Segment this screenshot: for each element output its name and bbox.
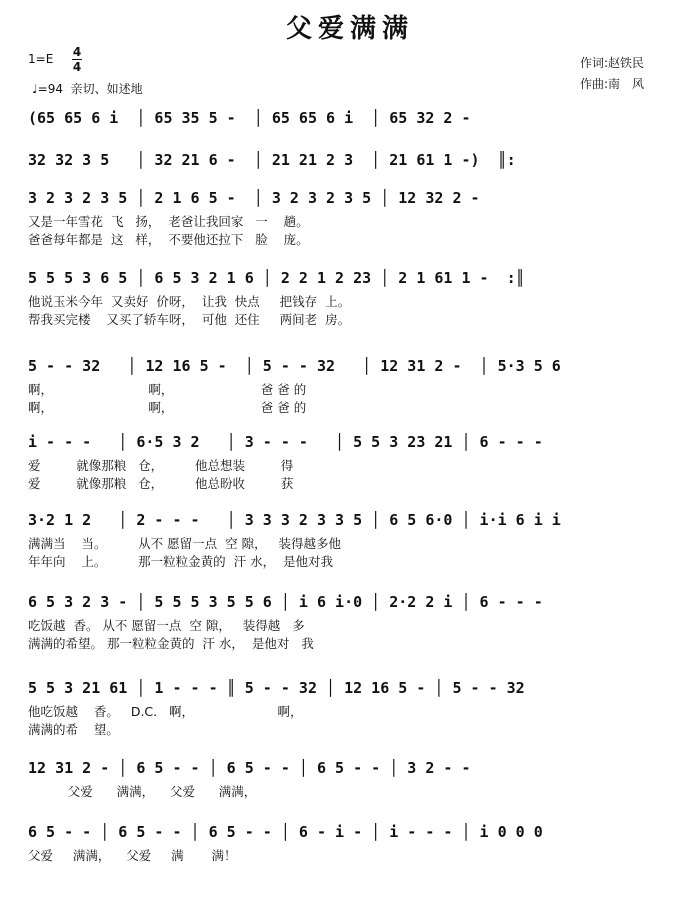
tempo-value: =94 [37, 82, 63, 96]
lyric-line: 爱 就像那粮 仓， 他总盼收 获 [28, 476, 294, 491]
notation-line: 12 31 2 - │ 6 5 - - │ 6 5 - - │ 6 5 - - │ 3 2 - - [28, 759, 471, 777]
lyricist-credit: 作词:赵铁民 [580, 56, 645, 70]
lyric-line: 帮我买完楼 又买了轿车呀， 可他 还住 两间老 房。 [28, 312, 351, 327]
notation-line: 6 5 - - │ 6 5 - - │ 6 5 - - │ 6 - i - │ i - - - │ i 0 0 0 [28, 823, 543, 841]
time-signature-bottom: 4 [72, 60, 82, 74]
notation-line: 6 5 3 2 3 - │ 5 5 5 3 5 5 6 │ i 6 i·0 │ 2·2 2 i │ 6 - - - [28, 593, 543, 611]
lyric-line: 年年向 上。 那一粒粒金黄的 汗 水， 是他对我 [28, 554, 334, 569]
lyric-line: 又是一年雪花 飞 扬， 老爸让我回家 一 趟。 [28, 214, 309, 229]
lyric-line: 啊， 啊， 爸 爸 的 [28, 382, 307, 397]
lyric-line: 他说玉米今年 又卖好 价呀， 让我 快点 把钱存 上。 [28, 294, 351, 309]
notation-line: 5 - - 32 │ 12 16 5 - │ 5 - - 32 │ 12 31 2 - │ 5·3 5 6 [28, 357, 561, 375]
lyric-line: 啊， 啊， 爸 爸 的 [28, 400, 307, 415]
quarter-note-icon: ♩ [32, 82, 38, 96]
time-signature-top: 4 [72, 45, 82, 59]
key-signature: 1=E [28, 52, 54, 66]
lyric-line: 父爱 满满， 父爱 满满， [28, 784, 257, 799]
lyric-line: 吃饭越 香。 从不 愿留一点 空 隙， 装得越 多 [28, 618, 305, 633]
notation-line: 32 32 3 5 │ 32 21 6 - │ 21 21 2 3 │ 21 61 1 -) ║: [28, 151, 516, 169]
song-title: 父爱满满 [285, 14, 414, 44]
lyric-line: 爸爸每年都是 这 样， 不要他还拉下 脸 庞。 [28, 232, 309, 247]
notation-line: (65 65 6 i │ 65 35 5 - │ 65 65 6 i │ 65 32 2 - [28, 109, 471, 127]
lyric-line: 父爱 满满， 父爱 满 满！ [28, 848, 237, 863]
lyric-line: 满满当 当。 从不 愿留一点 空 隙， 装得越多他 [28, 536, 341, 551]
lyric-line: 满满的希望。 那一粒粒金黄的 汗 水， 是他对 我 [28, 636, 314, 651]
notation-line: 5 5 5 3 6 5 │ 6 5 3 2 1 6 │ 2 2 1 2 23 │ 2 1 61 1 - :║ [28, 269, 525, 287]
expression-text: 亲切、如述地 [70, 82, 143, 96]
notation-line: 5 5 3 21 61 │ 1 - - - ║ 5 - - 32 │ 12 16 5 - │ 5 - - 32 [28, 679, 525, 697]
composer-credit: 作曲:南 风 [580, 77, 645, 91]
lyric-line: 满满的希 望。 [28, 722, 119, 737]
lyric-line: 他吃饭越 香。 D.C. 啊， 啊， [28, 704, 303, 719]
notation-line: 3·2 1 2 │ 2 - - - │ 3 3 3 2 3 3 5 │ 6 5 6·0 │ i·i 6 i i [28, 511, 561, 529]
notation-line: i - - - │ 6·5 3 2 │ 3 - - - │ 5 5 3 23 21 │ 6 - - - [28, 433, 543, 451]
notation-line: 3 2 3 2 3 5 │ 2 1 6 5 - │ 3 2 3 2 3 5 │ 12 32 2 - [28, 189, 480, 207]
lyric-line: 爱 就像那粮 仓， 他总想装 得 [28, 458, 294, 473]
